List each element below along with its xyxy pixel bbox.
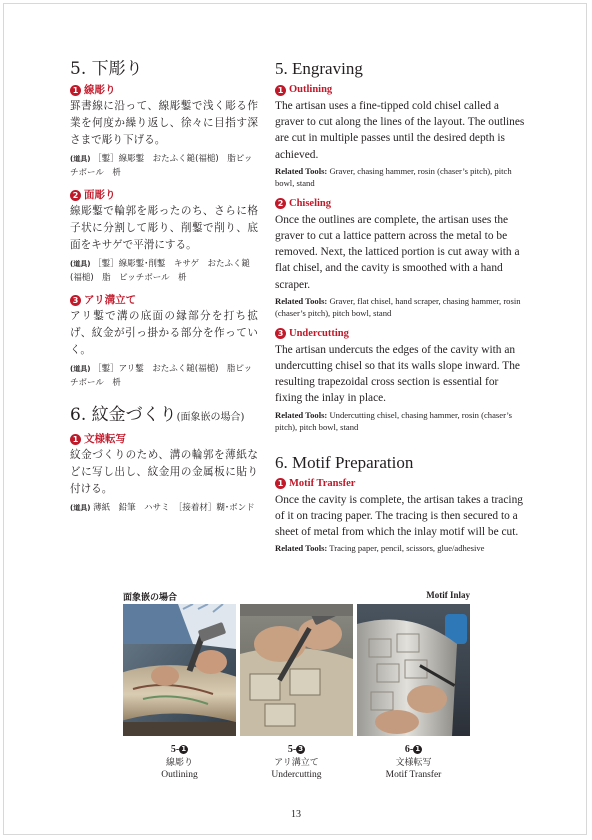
step-body: 線彫鏨で輪郭を彫ったのち、さらに格子状に分割して彫り、削鏨で削り、底面をキサゲで平滑にする。	[70, 205, 258, 251]
section-6-title-jp: 6. 紋金づくり(面象嵌の場合)	[70, 405, 245, 425]
caption-number-badge: 1	[179, 745, 188, 754]
section-6-title-en: 6. Motif Preparation	[275, 452, 414, 472]
step-title: Outlining	[289, 84, 333, 95]
step-number-badge: 1	[70, 85, 81, 96]
step-tools: (道具) ［鏨］線彫鏨･削鏨 キサゲ おたふく鎚(福槌) 脂 ピッチボール 枡	[70, 259, 251, 283]
step-title: 文様転写	[84, 433, 126, 445]
photo-strip-header	[123, 590, 470, 603]
photo-hammering-chisel	[123, 604, 236, 736]
section-5-title-jp: 5. 下彫り	[70, 59, 143, 79]
photo-caption-2: 5- 3 アリ溝立て Undercutting	[271, 744, 322, 780]
jp-step-chiseling	[70, 188, 258, 285]
step-body: Once the cavity is complete, the artisan takes a tracing of it on tracing paper. The tracing is then secured to a sheet of metal from which the inlay motif will be cut.	[275, 493, 523, 539]
step-title: Undercutting	[289, 327, 349, 339]
step-title: Motif Transfer	[289, 477, 356, 489]
page-number: 13	[291, 809, 301, 820]
step-body: Once the outlines are complete, the artisan uses the graver to cut a lattice pattern across the metal to be removed. Next, the latticed portion is cut away with a flat chisel, and the cavity is smoothed with a hand scraper.	[275, 213, 520, 291]
step-body: アリ鏨で溝の底面の縁部分を打ち拡げ、紋金が引っ掛かる部分を作っていく。	[70, 310, 258, 356]
step-title: Chiseling	[289, 197, 332, 209]
step-tools: (道具) 薄紙 鉛筆 ハサミ ［接着材］糊･ボンド	[70, 503, 255, 513]
en-step-undercutting	[275, 327, 525, 434]
step-number-badge: 1	[275, 85, 286, 96]
photo-tracing-motif	[357, 604, 470, 736]
step-body: 罫書線に沿って、線彫鏨で浅く彫る作業を何度か繰り返し、徐々に目指す深さまで彫り下げる。	[70, 100, 258, 146]
step-number-badge: 3	[275, 328, 286, 339]
japanese-column	[70, 58, 258, 523]
section-5-title-en: 5. Engraving	[275, 59, 363, 78]
step-title: アリ溝立て	[84, 294, 137, 306]
jp-step-motif-transfer	[70, 432, 258, 515]
en-step-chiseling	[275, 197, 525, 320]
section-6-subtitle-jp: (面象嵌の場合)	[176, 412, 245, 423]
step-tools: (道具) ［鏨］アリ鏨 おたふく鎚(福槌) 脂ピッチボール 枡	[70, 364, 253, 388]
step-tools: Related Tools: Graver, flat chisel, hand scraper, chasing hammer, rosin (chaser’s pitch), pitch bowl, stand	[275, 295, 521, 319]
step-tools: Related Tools: Undercutting chisel, chasing hammer, rosin (chaser’s pitch), pitch bowl, stand	[275, 409, 512, 433]
photo-caption-3: 6- 1 文様転写 Motif Transfer	[385, 744, 442, 780]
en-step-outlining	[275, 83, 525, 190]
jp-step-undercutting	[70, 293, 258, 390]
step-tools: Related Tools: Tracing paper, pencil, scissors, glue/adhesive	[275, 543, 485, 554]
step-number-badge: 2	[275, 198, 286, 209]
jp-step-outlining	[70, 83, 258, 180]
step-number-badge: 1	[70, 434, 81, 445]
english-column	[275, 58, 525, 562]
caption-number-badge: 3	[296, 745, 305, 754]
step-title: 線彫り	[84, 84, 116, 96]
photo-header-jp: 面象嵌の場合	[123, 593, 178, 603]
step-body: The artisan undercuts the edges of the cavity with an undercutting chisel so that its walls slope inward. The resulting trapezoidal cross section is essential for fixing the inlay in place.	[275, 343, 520, 405]
step-title: 面彫り	[84, 189, 116, 201]
photo-chisel-groove	[240, 604, 353, 736]
photo-strip	[123, 590, 470, 782]
photo-header-en: Motif Inlay	[426, 590, 470, 600]
step-body: 紋金づくりのため、溝の輪郭を薄紙などに写し出し、紋金用の金属板に貼り付ける。	[70, 449, 258, 495]
caption-number-badge: 1	[413, 745, 422, 754]
photo-caption-1: 5- 1 線彫り Outlining	[161, 744, 198, 780]
step-number-badge: 1	[275, 478, 286, 489]
step-number-badge: 2	[70, 190, 81, 201]
en-step-motif-transfer	[275, 477, 525, 555]
step-tools: (道具) ［鏨］線彫鏨 おたふく鎚(福槌) 脂ピッチボール 枡	[70, 154, 253, 178]
step-tools: Related Tools: Graver, chasing hammer, rosin (chaser’s pitch), pitch bowl, stand	[275, 165, 512, 189]
step-number-badge: 3	[70, 295, 81, 306]
step-body: The artisan uses a fine-tipped cold chisel called a graver to cut along the lines of the layout. The outlines are cut in multiple passes until the desired depth is achieved.	[275, 100, 525, 161]
